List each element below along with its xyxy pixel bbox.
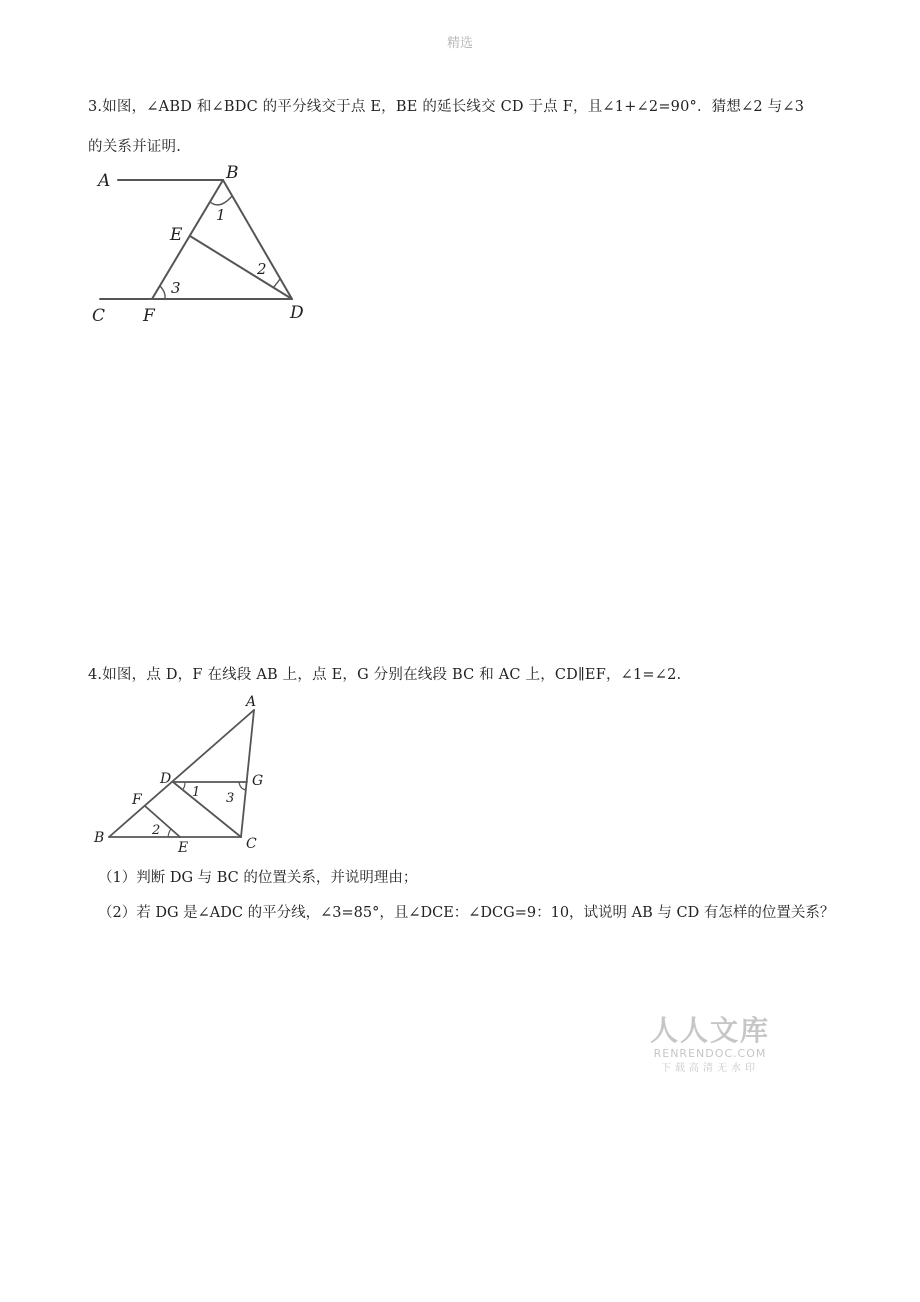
question-4-line-1: 4.如图，点 D，F 在线段 AB 上，点 E，G 分别在线段 BC 和 AC 上，CD∥EF，∠1=∠2. (88, 667, 682, 683)
angle-2-arc (273, 279, 280, 288)
angle-3-arc (239, 782, 246, 790)
question-3-line-2: 的关系并证明. (88, 139, 182, 155)
watermark-url: RENRENDOC.COM (653, 1047, 767, 1060)
label-a: A (246, 694, 257, 710)
question-4-part-1: （1）判断 DG 与 BC 的位置关系，并说明理由； (98, 870, 418, 886)
question-3-text (88, 87, 848, 167)
watermark-title: 人人文库 (649, 1014, 770, 1047)
label-f: F (143, 306, 155, 326)
question-3-figure (80, 158, 340, 328)
angle-3-arc (160, 286, 165, 299)
label-d: D (160, 771, 172, 787)
line-ed (190, 236, 292, 299)
angle-label-2: 2 (257, 260, 267, 278)
label-a: A (98, 171, 111, 191)
label-b: B (94, 830, 105, 846)
question-4-figure (88, 690, 278, 858)
page-header: 精选 (446, 36, 473, 51)
label-c: C (92, 306, 106, 326)
line-ab (109, 710, 254, 837)
angle-label-2: 2 (152, 823, 161, 838)
label-e: E (178, 840, 189, 856)
label-e: E (170, 225, 183, 245)
question-3-line-1: 3.如图，∠ABD 和∠BDC 的平分线交于点 E，BE 的延长线交 CD 于点 F，且∠1+∠2=90°．猜想∠2 与∠3 (88, 99, 805, 115)
watermark (640, 1015, 780, 1077)
question-4-text (88, 655, 848, 695)
label-g: G (252, 773, 264, 789)
line-fe (145, 806, 180, 837)
label-c: C (246, 836, 257, 852)
line-bd (223, 180, 292, 299)
question-4-part-2: （2）若 DG 是∠ADC 的平分线，∠3=85°，且∠DCE：∠DCG=9：10，试说明 AB 与 CD 有怎样的位置关系？ (98, 905, 835, 921)
angle-label-3: 3 (226, 791, 235, 806)
label-b: B (226, 163, 239, 183)
angle-label-3: 3 (171, 279, 181, 297)
angle-label-1: 1 (192, 785, 201, 800)
label-f: F (132, 792, 142, 808)
watermark-tagline: 下载高清无水印 (661, 1063, 759, 1074)
label-d: D (290, 303, 304, 323)
angle-2-arc (168, 829, 171, 837)
line-bf (152, 180, 223, 299)
angle-label-1: 1 (216, 206, 226, 224)
